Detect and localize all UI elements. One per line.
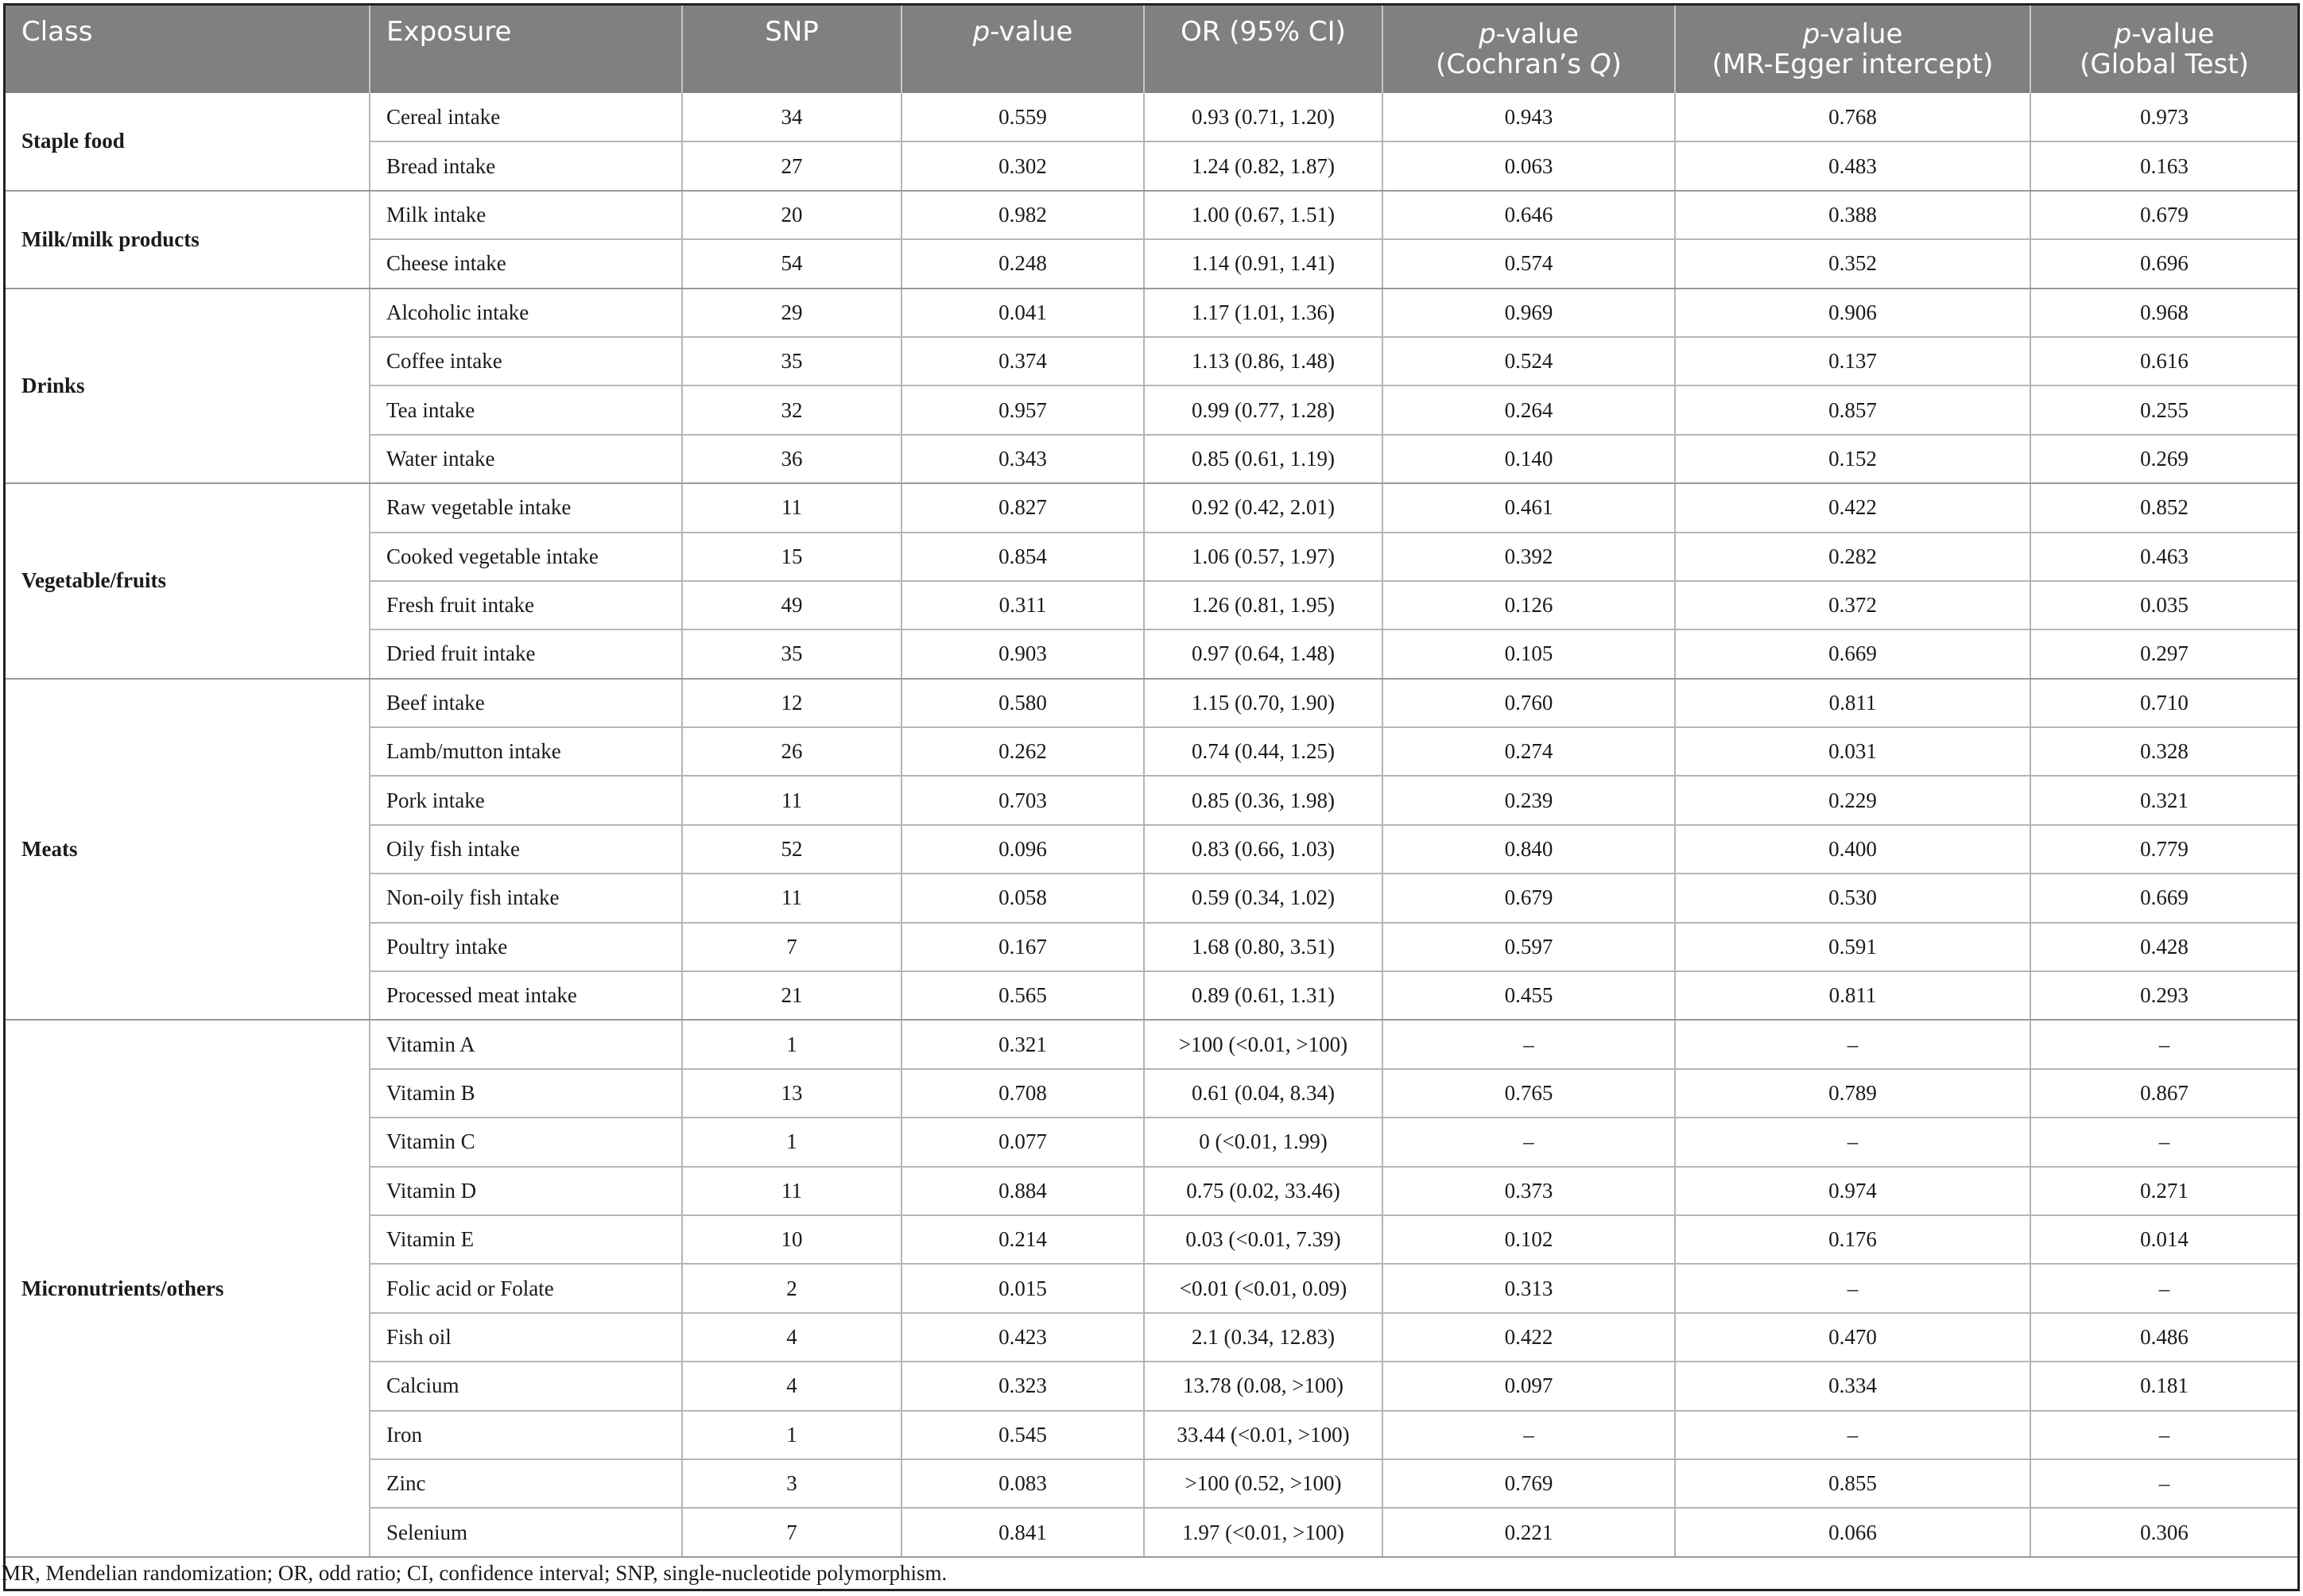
mr-egger-cell: 0.422 (1675, 483, 2030, 532)
exposure-cell: Bread intake (370, 141, 682, 190)
class-cell: Drinks (6, 289, 370, 484)
exposure-cell: Processed meat intake (370, 971, 682, 1020)
snp-cell: 1 (682, 1411, 901, 1459)
or-cell: 33.44 (<0.01, >100) (1144, 1411, 1382, 1459)
cochran-q-cell: 0.392 (1382, 533, 1675, 581)
cochran-q-cell: 0.461 (1382, 483, 1675, 532)
cochran-q-cell: 0.646 (1382, 191, 1675, 239)
or-cell: 1.15 (0.70, 1.90) (1144, 679, 1382, 727)
global-test-cell: 0.973 (2030, 93, 2297, 141)
cochran-q-cell: 0.373 (1382, 1167, 1675, 1215)
cochran-q-cell: 0.274 (1382, 727, 1675, 776)
global-test-cell: 0.297 (2030, 629, 2297, 678)
class-cell: Meats (6, 679, 370, 1021)
snp-cell: 29 (682, 289, 901, 337)
or-cell: 1.00 (0.67, 1.51) (1144, 191, 1382, 239)
cochran-q-cell: 0.455 (1382, 971, 1675, 1020)
header-row (6, 6, 2297, 93)
global-test-cell: 0.867 (2030, 1069, 2297, 1118)
snp-cell: 21 (682, 971, 901, 1020)
global-test-cell: 0.779 (2030, 825, 2297, 874)
or-cell: 0.89 (0.61, 1.31) (1144, 971, 1382, 1020)
exposure-cell: Pork intake (370, 776, 682, 824)
table-row (6, 679, 2297, 727)
pvalue-cell: 0.321 (901, 1020, 1144, 1068)
header-egger-line2: (MR-Egger intercept) (1712, 48, 1994, 80)
cochran-q-cell: 0.524 (1382, 337, 1675, 385)
or-cell: 0.92 (0.42, 2.01) (1144, 483, 1382, 532)
exposure-cell: Poultry intake (370, 923, 682, 971)
or-cell: 1.13 (0.86, 1.48) (1144, 337, 1382, 385)
header-pvalue (901, 6, 1144, 93)
or-cell: >100 (0.52, >100) (1144, 1459, 1382, 1508)
cochran-q-cell: – (1382, 1118, 1675, 1166)
snp-cell: 4 (682, 1313, 901, 1362)
snp-cell: 11 (682, 776, 901, 824)
exposure-cell: Vitamin D (370, 1167, 682, 1215)
mr-egger-cell: 0.352 (1675, 239, 2030, 288)
table-row (6, 191, 2297, 239)
or-cell: 0.85 (0.61, 1.19) (1144, 435, 1382, 483)
pvalue-cell: 0.703 (901, 776, 1144, 824)
class-cell: Micronutrients/others (6, 1020, 370, 1556)
snp-cell: 26 (682, 727, 901, 776)
cochran-q-cell: 0.597 (1382, 923, 1675, 971)
mr-egger-cell: 0.857 (1675, 385, 2030, 434)
pvalue-cell: 0.957 (901, 385, 1144, 434)
header-exposure: Exposure (370, 6, 682, 93)
global-test-cell: 0.035 (2030, 581, 2297, 629)
or-cell: 1.24 (0.82, 1.87) (1144, 141, 1382, 190)
mr-egger-cell: 0.811 (1675, 679, 2030, 727)
cochran-q-cell: 0.264 (1382, 385, 1675, 434)
snp-cell: 1 (682, 1118, 901, 1166)
pvalue-cell: 0.827 (901, 483, 1144, 532)
global-test-cell: 0.616 (2030, 337, 2297, 385)
cochran-q-cell: 0.969 (1382, 289, 1675, 337)
global-test-cell: 0.306 (2030, 1508, 2297, 1556)
cochran-q-cell: 0.679 (1382, 874, 1675, 922)
global-test-cell: 0.696 (2030, 239, 2297, 288)
mr-egger-cell: 0.400 (1675, 825, 2030, 874)
pvalue-cell: 0.083 (901, 1459, 1144, 1508)
exposure-cell: Coffee intake (370, 337, 682, 385)
cochran-q-cell: 0.840 (1382, 825, 1675, 874)
exposure-cell: Raw vegetable intake (370, 483, 682, 532)
global-test-cell: 0.181 (2030, 1362, 2297, 1410)
table-row (6, 289, 2297, 337)
header-cochran-line1: p-value (1479, 18, 1579, 50)
snp-cell: 11 (682, 483, 901, 532)
pvalue-cell: 0.565 (901, 971, 1144, 1020)
results-table (6, 6, 2297, 1558)
cochran-q-cell: 0.574 (1382, 239, 1675, 288)
global-test-cell: 0.321 (2030, 776, 2297, 824)
snp-cell: 7 (682, 923, 901, 971)
global-test-cell: 0.669 (2030, 874, 2297, 922)
or-cell: 13.78 (0.08, >100) (1144, 1362, 1382, 1410)
snp-cell: 15 (682, 533, 901, 581)
pvalue-cell: 0.884 (901, 1167, 1144, 1215)
mr-egger-cell: 0.591 (1675, 923, 2030, 971)
pvalue-cell: 0.248 (901, 239, 1144, 288)
exposure-cell: Alcoholic intake (370, 289, 682, 337)
global-test-cell: 0.710 (2030, 679, 2297, 727)
pvalue-cell: 0.058 (901, 874, 1144, 922)
exposure-cell: Vitamin C (370, 1118, 682, 1166)
or-cell: 0.61 (0.04, 8.34) (1144, 1069, 1382, 1118)
mr-egger-cell: – (1675, 1264, 2030, 1312)
snp-cell: 13 (682, 1069, 901, 1118)
mr-egger-cell: 0.974 (1675, 1167, 2030, 1215)
exposure-cell: Vitamin E (370, 1215, 682, 1264)
header-global (2030, 6, 2297, 93)
pvalue-cell: 0.343 (901, 435, 1144, 483)
pvalue-cell: 0.708 (901, 1069, 1144, 1118)
header-class: Class (6, 6, 370, 93)
cochran-q-cell: 0.221 (1382, 1508, 1675, 1556)
snp-cell: 36 (682, 435, 901, 483)
pvalue-cell: 0.854 (901, 533, 1144, 581)
pvalue-cell: 0.262 (901, 727, 1144, 776)
mr-egger-cell: 0.768 (1675, 93, 2030, 141)
cochran-q-cell: – (1382, 1411, 1675, 1459)
cochran-q-cell: 0.105 (1382, 629, 1675, 678)
pvalue-cell: 0.015 (901, 1264, 1144, 1312)
pvalue-cell: 0.580 (901, 679, 1144, 727)
mr-egger-cell: 0.372 (1675, 581, 2030, 629)
or-cell: 1.97 (<0.01, >100) (1144, 1508, 1382, 1556)
header-egger-line1: p-value (1802, 18, 1903, 50)
mr-egger-cell: 0.066 (1675, 1508, 2030, 1556)
global-test-cell: 0.269 (2030, 435, 2297, 483)
mr-egger-cell: 0.855 (1675, 1459, 2030, 1508)
mr-egger-cell: 0.137 (1675, 337, 2030, 385)
mr-egger-cell: 0.470 (1675, 1313, 2030, 1362)
table-row (6, 93, 2297, 141)
snp-cell: 27 (682, 141, 901, 190)
header-cochran-line2: (Cochran’s Q) (1436, 48, 1622, 80)
or-cell: 0.99 (0.77, 1.28) (1144, 385, 1382, 434)
global-test-cell: – (2030, 1459, 2297, 1508)
header-or: OR (95% CI) (1144, 6, 1382, 93)
exposure-cell: Selenium (370, 1508, 682, 1556)
exposure-cell: Fresh fruit intake (370, 581, 682, 629)
global-test-cell: 0.852 (2030, 483, 2297, 532)
snp-cell: 35 (682, 337, 901, 385)
exposure-cell: Vitamin A (370, 1020, 682, 1068)
global-test-cell: 0.255 (2030, 385, 2297, 434)
global-test-cell: 0.679 (2030, 191, 2297, 239)
table-row (6, 483, 2297, 532)
pvalue-cell: 0.982 (901, 191, 1144, 239)
header-pvalue-p: p (972, 16, 991, 48)
mr-egger-cell: 0.229 (1675, 776, 2030, 824)
cochran-q-cell: – (1382, 1020, 1675, 1068)
cochran-q-cell: 0.239 (1382, 776, 1675, 824)
header-global-line2: (Global Test) (2080, 48, 2249, 80)
or-cell: 1.06 (0.57, 1.97) (1144, 533, 1382, 581)
or-cell: 2.1 (0.34, 12.83) (1144, 1313, 1382, 1362)
global-test-cell: 0.486 (2030, 1313, 2297, 1362)
exposure-cell: Folic acid or Folate (370, 1264, 682, 1312)
cochran-q-cell: 0.943 (1382, 93, 1675, 141)
mr-egger-cell: 0.176 (1675, 1215, 2030, 1264)
exposure-cell: Vitamin B (370, 1069, 682, 1118)
or-cell: 1.26 (0.81, 1.95) (1144, 581, 1382, 629)
snp-cell: 2 (682, 1264, 901, 1312)
cochran-q-cell: 0.422 (1382, 1313, 1675, 1362)
mr-egger-cell: 0.031 (1675, 727, 2030, 776)
or-cell: 1.14 (0.91, 1.41) (1144, 239, 1382, 288)
pvalue-cell: 0.302 (901, 141, 1144, 190)
snp-cell: 3 (682, 1459, 901, 1508)
exposure-cell: Iron (370, 1411, 682, 1459)
table-frame (3, 3, 2300, 1591)
exposure-cell: Oily fish intake (370, 825, 682, 874)
global-test-cell: 0.293 (2030, 971, 2297, 1020)
class-cell: Staple food (6, 93, 370, 191)
exposure-cell: Dried fruit intake (370, 629, 682, 678)
global-test-cell: 0.163 (2030, 141, 2297, 190)
snp-cell: 35 (682, 629, 901, 678)
snp-cell: 11 (682, 1167, 901, 1215)
mr-egger-cell: 0.334 (1675, 1362, 2030, 1410)
or-cell: 0.83 (0.66, 1.03) (1144, 825, 1382, 874)
pvalue-cell: 0.545 (901, 1411, 1144, 1459)
mr-egger-cell: 0.906 (1675, 289, 2030, 337)
mr-egger-cell: 0.388 (1675, 191, 2030, 239)
exposure-cell: Beef intake (370, 679, 682, 727)
or-cell: 0.75 (0.02, 33.46) (1144, 1167, 1382, 1215)
class-cell: Vegetable/fruits (6, 483, 370, 679)
global-test-cell: 0.463 (2030, 533, 2297, 581)
exposure-cell: Cereal intake (370, 93, 682, 141)
global-test-cell: 0.968 (2030, 289, 2297, 337)
mr-egger-cell: 0.483 (1675, 141, 2030, 190)
class-cell: Milk/milk products (6, 191, 370, 289)
global-test-cell: 0.271 (2030, 1167, 2297, 1215)
cochran-q-cell: 0.313 (1382, 1264, 1675, 1312)
snp-cell: 10 (682, 1215, 901, 1264)
header-egger (1675, 6, 2030, 93)
exposure-cell: Milk intake (370, 191, 682, 239)
global-test-cell: 0.014 (2030, 1215, 2297, 1264)
global-test-cell: 0.328 (2030, 727, 2297, 776)
or-cell: 0 (<0.01, 1.99) (1144, 1118, 1382, 1166)
pvalue-cell: 0.374 (901, 337, 1144, 385)
or-cell: 0.97 (0.64, 1.48) (1144, 629, 1382, 678)
global-test-cell: – (2030, 1020, 2297, 1068)
pvalue-cell: 0.841 (901, 1508, 1144, 1556)
pvalue-cell: 0.214 (901, 1215, 1144, 1264)
snp-cell: 20 (682, 191, 901, 239)
table-row (6, 1020, 2297, 1068)
table-body (6, 93, 2297, 1557)
exposure-cell: Fish oil (370, 1313, 682, 1362)
cochran-q-cell: 0.760 (1382, 679, 1675, 727)
or-cell: 1.17 (1.01, 1.36) (1144, 289, 1382, 337)
snp-cell: 7 (682, 1508, 901, 1556)
global-test-cell: – (2030, 1118, 2297, 1166)
header-pvalue-rest: -value (990, 16, 1073, 48)
pvalue-cell: 0.423 (901, 1313, 1144, 1362)
snp-cell: 12 (682, 679, 901, 727)
or-cell: 0.74 (0.44, 1.25) (1144, 727, 1382, 776)
header-cochran (1382, 6, 1675, 93)
exposure-cell: Zinc (370, 1459, 682, 1508)
cochran-q-cell: 0.769 (1382, 1459, 1675, 1508)
or-cell: 1.68 (0.80, 3.51) (1144, 923, 1382, 971)
cochran-q-cell: 0.765 (1382, 1069, 1675, 1118)
global-test-cell: 0.428 (2030, 923, 2297, 971)
header-snp: SNP (682, 6, 901, 93)
snp-cell: 54 (682, 239, 901, 288)
or-cell: <0.01 (<0.01, 0.09) (1144, 1264, 1382, 1312)
pvalue-cell: 0.323 (901, 1362, 1144, 1410)
mr-egger-cell: 0.669 (1675, 629, 2030, 678)
global-test-cell: – (2030, 1264, 2297, 1312)
mr-egger-cell: – (1675, 1020, 2030, 1068)
snp-cell: 4 (682, 1362, 901, 1410)
global-test-cell: – (2030, 1411, 2297, 1459)
exposure-cell: Water intake (370, 435, 682, 483)
mr-egger-cell: – (1675, 1118, 2030, 1166)
snp-cell: 1 (682, 1020, 901, 1068)
cochran-q-cell: 0.102 (1382, 1215, 1675, 1264)
mr-egger-cell: 0.530 (1675, 874, 2030, 922)
mr-egger-cell: – (1675, 1411, 2030, 1459)
footnote: MR, Mendelian randomization; OR, odd ratio; CI, confidence interval; SNP, single-nucleotide polymorphism. (2, 1561, 948, 1585)
pvalue-cell: 0.077 (901, 1118, 1144, 1166)
pvalue-cell: 0.903 (901, 629, 1144, 678)
snp-cell: 11 (682, 874, 901, 922)
snp-cell: 34 (682, 93, 901, 141)
snp-cell: 32 (682, 385, 901, 434)
snp-cell: 52 (682, 825, 901, 874)
or-cell: >100 (<0.01, >100) (1144, 1020, 1382, 1068)
or-cell: 0.59 (0.34, 1.02) (1144, 874, 1382, 922)
pvalue-cell: 0.311 (901, 581, 1144, 629)
or-cell: 0.93 (0.71, 1.20) (1144, 93, 1382, 141)
cochran-q-cell: 0.126 (1382, 581, 1675, 629)
mr-egger-cell: 0.152 (1675, 435, 2030, 483)
pvalue-cell: 0.559 (901, 93, 1144, 141)
pvalue-cell: 0.041 (901, 289, 1144, 337)
exposure-cell: Cheese intake (370, 239, 682, 288)
exposure-cell: Calcium (370, 1362, 682, 1410)
cochran-q-cell: 0.063 (1382, 141, 1675, 190)
exposure-cell: Tea intake (370, 385, 682, 434)
snp-cell: 49 (682, 581, 901, 629)
cochran-q-cell: 0.140 (1382, 435, 1675, 483)
or-cell: 0.03 (<0.01, 7.39) (1144, 1215, 1382, 1264)
pvalue-cell: 0.096 (901, 825, 1144, 874)
mr-egger-cell: 0.811 (1675, 971, 2030, 1020)
mr-egger-cell: 0.282 (1675, 533, 2030, 581)
exposure-cell: Cooked vegetable intake (370, 533, 682, 581)
header-global-line1: p-value (2114, 18, 2215, 50)
mr-egger-cell: 0.789 (1675, 1069, 2030, 1118)
exposure-cell: Non-oily fish intake (370, 874, 682, 922)
pvalue-cell: 0.167 (901, 923, 1144, 971)
exposure-cell: Lamb/mutton intake (370, 727, 682, 776)
cochran-q-cell: 0.097 (1382, 1362, 1675, 1410)
or-cell: 0.85 (0.36, 1.98) (1144, 776, 1382, 824)
